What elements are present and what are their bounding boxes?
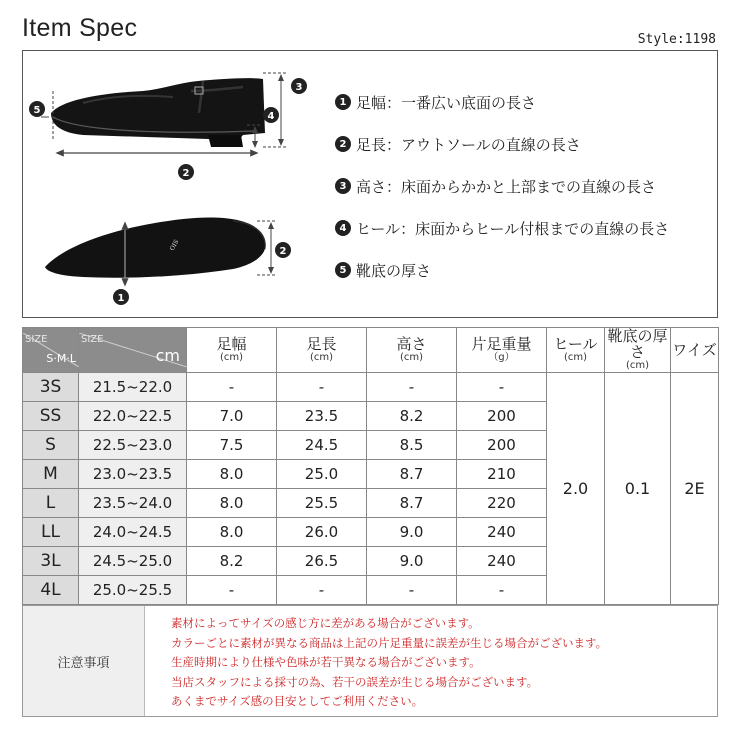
weight-cell: 240 <box>457 547 547 576</box>
width-cell: 8.0 <box>187 518 277 547</box>
note-line: カラーごとに素材が異なる商品は上記の片足重量に誤差が生じる場合がございます。 <box>171 635 608 650</box>
legend-item-5 <box>335 249 715 291</box>
notes-label: 注意事項 <box>23 606 145 716</box>
diagram-number-4-icon <box>263 107 279 123</box>
range-cell: 24.5~25.0 <box>79 547 187 576</box>
shoe-diagram <box>23 51 323 317</box>
length-cell: 25.0 <box>277 460 367 489</box>
size-cell: SS <box>23 402 79 431</box>
page-title: Item Spec <box>22 14 138 42</box>
number-4-icon: 4 <box>335 220 351 236</box>
header <box>22 14 722 50</box>
style-code: Style:1198 <box>637 32 716 47</box>
note-line: あくまでサイズ感の目安としてご利用ください。 <box>171 694 424 709</box>
svg-text:1: 1 <box>117 293 125 304</box>
notes-body <box>145 606 717 716</box>
col-header-wise: ワイズ <box>671 328 719 373</box>
length-cell: - <box>277 576 367 605</box>
svg-text:4: 4 <box>267 111 275 122</box>
legend-text: ヒール：床面からヒール付根までの直線の長さ <box>356 219 670 238</box>
length-cell: 26.5 <box>277 547 367 576</box>
length-cell: - <box>277 373 367 402</box>
range-cell: 21.5~22.0 <box>79 373 187 402</box>
svg-text:2: 2 <box>279 246 287 257</box>
length-cell: 23.5 <box>277 402 367 431</box>
range-cell: 25.0~25.5 <box>79 576 187 605</box>
height-cell: - <box>367 576 457 605</box>
notes-box <box>22 605 718 717</box>
legend-text: 高さ：床面からかかと上部までの直線の長さ <box>356 177 657 196</box>
width-cell: - <box>187 373 277 402</box>
weight-cell: 210 <box>457 460 547 489</box>
range-cell: 22.0~22.5 <box>79 402 187 431</box>
weight-cell: 220 <box>457 489 547 518</box>
table-row <box>23 373 719 402</box>
weight-cell: - <box>457 576 547 605</box>
col-header-length: 足長 (cm) <box>277 328 367 373</box>
size-cell: L <box>23 489 79 518</box>
height-cell: 8.7 <box>367 489 457 518</box>
diagram-number-3-icon <box>291 78 307 94</box>
height-cell: 8.2 <box>367 402 457 431</box>
range-cell: 24.0~24.5 <box>79 518 187 547</box>
number-2-icon: 2 <box>335 136 351 152</box>
svg-text:5: 5 <box>33 105 41 116</box>
size-cell: M <box>23 460 79 489</box>
note-line: 当店スタッフによる採寸の為、若干の誤差が生じる場合がございます。 <box>171 674 539 689</box>
bottom-view-shoe <box>45 218 266 278</box>
height-cell: 9.0 <box>367 518 457 547</box>
heel-cell: 2.0 <box>547 373 605 605</box>
legend-text: 足幅：一番広い底面の長さ <box>356 93 537 112</box>
diagram-number-2-icon <box>178 164 194 180</box>
wise-cell: 2E <box>671 373 719 605</box>
sole-cell: 0.1 <box>605 373 671 605</box>
width-cell: 7.0 <box>187 402 277 431</box>
size-table <box>22 327 719 605</box>
weight-cell: 200 <box>457 431 547 460</box>
length-cell: 24.5 <box>277 431 367 460</box>
note-line: 生産時期により仕様や色味が若干異なる場合がございます。 <box>171 655 481 670</box>
legend-item-4 <box>335 207 715 249</box>
legend-item-1 <box>335 81 715 123</box>
legend-text: 足長：アウトソールの直線の長さ <box>356 135 581 154</box>
col-header-height: 高さ (cm) <box>367 328 457 373</box>
table-header-row <box>23 328 719 373</box>
legend-text: 靴底の厚さ <box>356 261 432 280</box>
col-header-sole: 靴底の厚さ (cm) <box>605 328 671 373</box>
corner-size-sml: SIZE S·M·L <box>23 328 79 373</box>
side-view-shoe <box>51 78 265 147</box>
height-cell: 9.0 <box>367 547 457 576</box>
number-5-icon: 5 <box>335 262 351 278</box>
range-cell: 22.5~23.0 <box>79 431 187 460</box>
diagram-number-5-icon <box>29 101 45 117</box>
svg-text:OIS: OIS <box>168 238 181 252</box>
range-cell: 23.0~23.5 <box>79 460 187 489</box>
width-cell: 8.2 <box>187 547 277 576</box>
size-cell: LL <box>23 518 79 547</box>
weight-cell: - <box>457 373 547 402</box>
width-cell: - <box>187 576 277 605</box>
note-line: 素材によってサイズの感じ方に差がある場合がございます。 <box>171 616 480 630</box>
weight-cell: 200 <box>457 402 547 431</box>
width-cell: 8.0 <box>187 460 277 489</box>
height-cell: 8.5 <box>367 431 457 460</box>
spec-box <box>22 50 718 318</box>
length-cell: 25.5 <box>277 489 367 518</box>
svg-text:2: 2 <box>182 168 190 179</box>
legend-item-2 <box>335 123 715 165</box>
size-cell: 3L <box>23 547 79 576</box>
width-cell: 7.5 <box>187 431 277 460</box>
shoe-illustration <box>23 51 323 317</box>
height-cell: 8.7 <box>367 460 457 489</box>
col-header-weight: 片足重量 （g） <box>457 328 547 373</box>
col-header-heel: ヒール (cm) <box>547 328 605 373</box>
number-3-icon: 3 <box>335 178 351 194</box>
diagram-number-2-bottom-icon <box>275 242 291 258</box>
number-1-icon: 1 <box>335 94 351 110</box>
range-cell: 23.5~24.0 <box>79 489 187 518</box>
size-cell: 3S <box>23 373 79 402</box>
length-cell: 26.0 <box>277 518 367 547</box>
legend-item-3 <box>335 165 715 207</box>
corner-size-cm: SIZE cm <box>79 328 187 373</box>
height-cell: - <box>367 373 457 402</box>
size-cell: 4L <box>23 576 79 605</box>
width-cell: 8.0 <box>187 489 277 518</box>
weight-cell: 240 <box>457 518 547 547</box>
svg-text:3: 3 <box>295 82 303 93</box>
size-cell: S <box>23 431 79 460</box>
diagram-number-1-icon <box>113 289 129 305</box>
measurement-legend <box>335 81 715 291</box>
col-header-width: 足幅 (cm) <box>187 328 277 373</box>
